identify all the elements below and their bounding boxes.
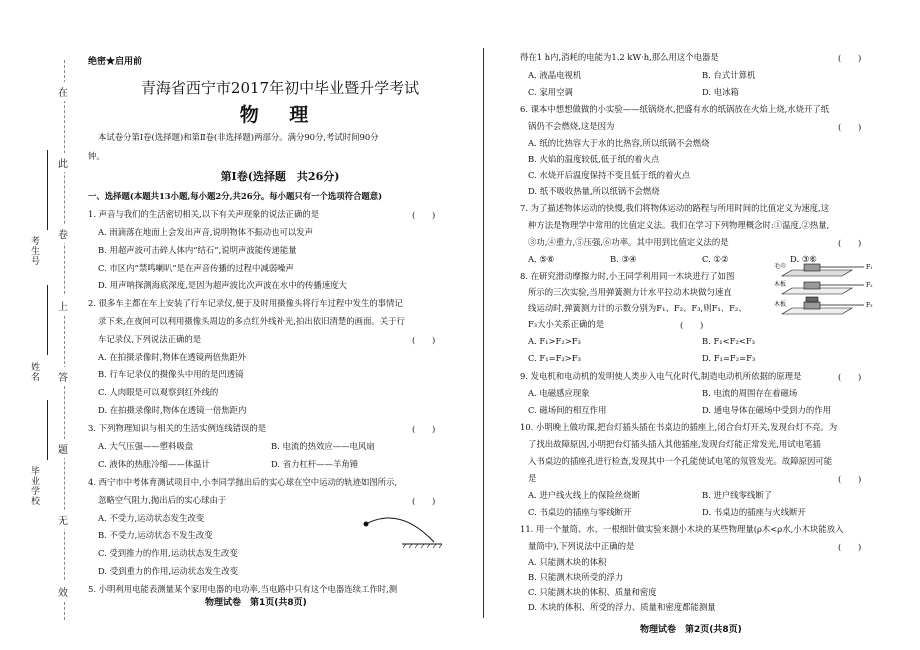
answer-bracket: ( ) xyxy=(838,474,862,484)
question-line: 入书桌边的插座孔进行检查,发现其中一个孔能使试电笔的氖管发光。故障原因可能 xyxy=(528,456,833,466)
question-line: 8. 在研究滑动摩擦力时,小王同学利用同一木块进行了如图 xyxy=(520,271,735,281)
seal-dashed-line xyxy=(64,60,65,620)
option-line: D. 电冰箱 xyxy=(702,87,739,97)
section1-heading: 一、选择题(本题共13小题,每小题2分,共26分。每小题只有一个选项符合题意) xyxy=(88,191,383,201)
option-line: D. 通电导体在磁场中受到力的作用 xyxy=(702,405,831,415)
seal-char: 卷 xyxy=(58,224,68,243)
page-footer-right: 物理试卷 第2页(共8页) xyxy=(640,625,742,635)
question-line: 11. 用一个量筒、水、一根细针做实验来测小木块的某些物理量(ρ木<ρ水,小木块能放入 xyxy=(520,524,844,534)
option-line: A. 不受力,运动状态发生改变 xyxy=(98,513,205,523)
answer-bracket: ( ) xyxy=(838,122,862,132)
question-line: 录下来,在夜间可以利用摄像头周边的多点红外线补光,拍出依旧清楚的画面。关于行 xyxy=(98,316,405,326)
answer-bracket: ( ) xyxy=(412,210,436,220)
question-line: F₃大小关系正确的是 xyxy=(528,319,605,329)
question-line: 了找出故障原因,小明把台灯插头插入其他插座,发现台灯能正常发光,用试电笔插 xyxy=(528,439,821,449)
option-line: D. 受到重力的作用,运动状态发生改变 xyxy=(98,566,239,576)
option-line: A. ⑤⑥ xyxy=(528,254,555,264)
option-line: A. 进户线火线上的保险丝烧断 xyxy=(528,490,640,500)
question-line: 10. 小明晚上做功课,把台灯插头插在书桌边的插座上,闭合台灯开关,发现台灯不亮。为 xyxy=(520,422,838,432)
option-line: B. 不受力,运动状态不发生改变 xyxy=(98,530,213,540)
option-line: A. 电磁感应现象 xyxy=(528,388,590,398)
question-line: 3. 下列物理知识与相关的生活实例连线错误的是 xyxy=(88,423,267,433)
option-line: C. ①② xyxy=(702,254,729,264)
option-line: C. 家用空调 xyxy=(528,87,573,97)
intro-line: 本试卷分第Ⅰ卷(选择题)和第Ⅱ卷(非选择题)两部分。满分90分,考试时间90分 xyxy=(98,132,379,142)
option-line: A. 液晶电视机 xyxy=(528,70,582,80)
question-line: 2. 很多车主都在车上安装了行车记录仪,便于及时用摄像头将行车过程中发生的事情记 xyxy=(88,298,403,308)
option-line: B. 火焰的温度较低,低于纸的着火点 xyxy=(528,154,660,164)
setup-cotton xyxy=(774,262,873,276)
setup-board-2 xyxy=(774,297,873,314)
ball-trajectory-figure xyxy=(362,512,444,550)
question-line: 车记录仪,下列说法正确的是 xyxy=(98,334,202,344)
answer-bracket: ( ) xyxy=(412,496,436,506)
option-line: B. F₁<F₂<F₃ xyxy=(702,336,756,346)
ground-hatch xyxy=(403,544,442,548)
seal-char: 在 xyxy=(58,82,68,101)
question-line: 1. 声音与我们的生活密切相关,以下有关声现象的说法正确的是 xyxy=(88,209,320,219)
ball-icon xyxy=(364,522,369,527)
option-line: D. ③⑥ xyxy=(790,254,817,264)
friction-experiment-figure xyxy=(772,262,882,322)
question-line: 5. 小明利用电能表测量某个家用电器的电功率,当电路中只有这个电器连续工作时,测 xyxy=(88,584,398,594)
part1-heading: 第Ⅰ卷(选择题 共26分) xyxy=(220,170,340,183)
answer-bracket: ( ) xyxy=(838,372,862,382)
option-line: B. 进户线零线断了 xyxy=(702,490,773,500)
answer-bracket: ( ) xyxy=(838,238,862,248)
option-line: A. 在拍摄录像时,物体在透镜两倍焦距外 xyxy=(98,352,247,362)
seal-char: 题 xyxy=(58,439,68,458)
option-line: C. 磁场间的相互作用 xyxy=(528,405,607,415)
school-label: 毕业学校 xyxy=(29,466,39,506)
question-line: ③功,④重力,⑤压强,⑥功率。其中用到比值定义法的是 xyxy=(528,237,729,247)
question-line: 6. 课本中想想做做的小实验——纸锅烧水,把盛有水的纸锅放在火焰上烧,水烧开了纸 xyxy=(520,104,830,114)
answer-bracket: ( ) xyxy=(412,335,436,345)
question-line: 得在1 h内,消耗的电能为1.2 kW·h,那么用这个电器是 xyxy=(520,52,719,62)
option-line: D. 用声呐探测海底深度,是因为超声波比次声波在水中的传播速度大 xyxy=(98,280,347,290)
secret-mark: 绝密★启用前 xyxy=(88,57,143,67)
option-line: A. 大气压强——塑料吸盘 xyxy=(98,441,194,451)
option-line: D. 省力杠杆——羊角锤 xyxy=(271,459,359,469)
question-line: 所示的三次实验,当用弹簧测力计水平拉动木块做匀速直 xyxy=(528,287,732,297)
question-line: 4. 西宁市中考体育测试项目中,小李同学抛出后的实心球在空中运动的轨迹如图所示, xyxy=(88,477,398,487)
f3-label: F₃ xyxy=(866,302,873,309)
answer-bracket: ( ) xyxy=(838,53,862,63)
question-line: 种方法是物理学中常用的比值定义法。我们在学习下列物理概念时:①温度,②热量, xyxy=(528,220,830,230)
option-line: B. 只能测木块所受的浮力 xyxy=(528,572,624,582)
option-line: C. 受到推力的作用,运动状态发生改变 xyxy=(98,548,238,558)
option-line: B. ③④ xyxy=(610,254,637,264)
option-line: D. 在拍摄录像时,物体在透镜一倍焦距内 xyxy=(98,405,247,415)
option-line: C. 水烧开后温度保持不变且低于纸的着火点 xyxy=(528,170,691,180)
answer-bracket: ( ) xyxy=(412,424,436,434)
option-line: A. 雨滴落在地面上会发出声音,说明物体不振动也可以发声 xyxy=(98,227,314,237)
board2-label: 木板 xyxy=(774,301,787,308)
exam-title: 青海省西宁市2017年初中毕业暨升学考试 xyxy=(140,79,420,97)
question-line: 锅仍不会燃烧,这是因为 xyxy=(528,121,615,131)
school-line xyxy=(47,400,48,460)
name-line xyxy=(47,285,48,355)
option-line: C. 市区内“禁鸣喇叭”是在声音传播的过程中减弱噪声 xyxy=(98,263,294,273)
option-line: B. 电流的热效应——电风扇 xyxy=(271,441,375,451)
answer-bracket: ( ) xyxy=(838,542,862,552)
column-divider xyxy=(483,48,484,618)
seal-char: 上 xyxy=(58,296,68,315)
question-line: 量筒中),下列说法中正确的是 xyxy=(528,541,635,551)
question-line: 9. 发电机和电动机的发明使人类步入电气化时代,制造电动机所依据的原理是 xyxy=(520,371,802,381)
option-line: A. 纸的比热容大于水的比热容,所以纸锅不会燃烧 xyxy=(528,138,710,148)
option-line: B. 台式计算机 xyxy=(702,70,756,80)
option-line: D. 木块的体积、所受的浮力、质量和密度都能测量 xyxy=(528,602,716,612)
name-label: 姓名 xyxy=(29,362,39,382)
option-line: A. F₁>F₂>F₃ xyxy=(528,336,581,346)
option-line: C. F₁=F₂>F₃ xyxy=(528,353,581,363)
subject-title: 物 理 xyxy=(239,104,321,126)
option-line: B. 用超声波可击碎人体内“结石”,说明声波能传递能量 xyxy=(98,245,297,255)
seal-char: 效 xyxy=(58,582,68,601)
trajectory-curve xyxy=(366,518,434,542)
exam-no-line xyxy=(47,150,48,230)
option-line: C. 书桌边的插座与零线断开 xyxy=(528,507,632,517)
page-footer-left: 物理试卷 第1页(共8页) xyxy=(205,598,307,608)
seal-char: 无 xyxy=(58,510,68,529)
option-line: B. 电流的周围存在着磁场 xyxy=(702,388,798,398)
option-line: D. 纸不吸收热量,所以纸锅不会燃烧 xyxy=(528,186,660,196)
question-line: 线运动时,弹簧测力计的示数分别为F₁、F₂、F₃,则F₁、F₂、 xyxy=(528,303,747,313)
cotton-label: 毛巾 xyxy=(774,263,787,270)
f2-label: F₂ xyxy=(866,282,873,289)
f1-label: F₁ xyxy=(866,264,873,271)
intro-line: 钟。 xyxy=(88,151,105,161)
seal-char: 此 xyxy=(58,153,68,172)
question-line: 忽略空气阻力,抛出后的实心球由于 xyxy=(98,495,227,505)
exam-no-label: 考生号 xyxy=(29,236,39,266)
question-line: 7. 为了描述物体运动的快慢,我们将物体运动的路程与所用时间的比值定义为速度,这 xyxy=(520,203,830,213)
setup-board-1 xyxy=(774,280,873,294)
option-line: D. F₁=F₂=F₃ xyxy=(702,353,756,363)
answer-bracket: ( ) xyxy=(680,320,704,330)
board1-label: 木板 xyxy=(774,281,787,288)
option-line: B. 行车记录仪的摄像头中用的是凹透镜 xyxy=(98,369,244,379)
option-line: C. 人肉眼是可以观察到红外线的 xyxy=(98,387,219,397)
question-line: 是 xyxy=(528,473,537,483)
option-line: A. 只能测木块的体积 xyxy=(528,557,607,567)
option-line: D. 书桌边的插座与火线断开 xyxy=(702,507,806,517)
option-line: C. 只能测木块的体积、质量和密度 xyxy=(528,587,657,597)
seal-char: 答 xyxy=(58,367,68,386)
option-line: C. 液体的热胀冷缩——体温计 xyxy=(98,459,210,469)
